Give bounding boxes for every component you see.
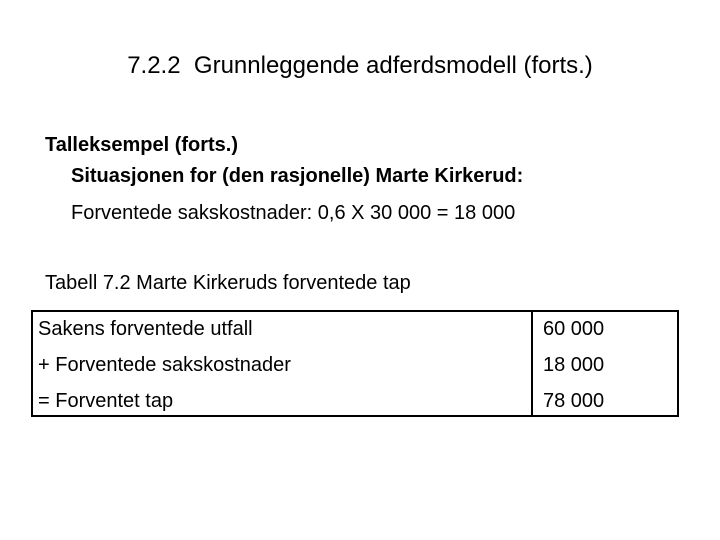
situation-subheading: Situasjonen for (den rasjonelle) Marte Kirkerud: xyxy=(71,165,524,187)
row-value: 78 000 xyxy=(543,390,605,412)
row-value: 18 000 xyxy=(543,354,605,376)
expected-loss-table xyxy=(31,310,679,417)
row-label: Sakens forventede utfall xyxy=(38,318,253,340)
table-row xyxy=(33,312,677,348)
table-row xyxy=(33,384,677,420)
table-caption: Tabell 7.2 Marte Kirkeruds forventede tap xyxy=(45,272,411,294)
expected-costs-line: Forventede sakskostnader: 0,6 X 30 000 = 18 000 xyxy=(71,202,516,224)
section-heading: Talleksempel (forts.) xyxy=(45,134,239,156)
table-row xyxy=(33,348,677,384)
row-label: = Forventet tap xyxy=(38,390,174,412)
row-label: + Forventede sakskostnader xyxy=(38,354,291,376)
row-value: 60 000 xyxy=(543,318,605,340)
slide-title: 7.2.2 Grunnleggende adferdsmodell (forts.) xyxy=(127,52,593,79)
